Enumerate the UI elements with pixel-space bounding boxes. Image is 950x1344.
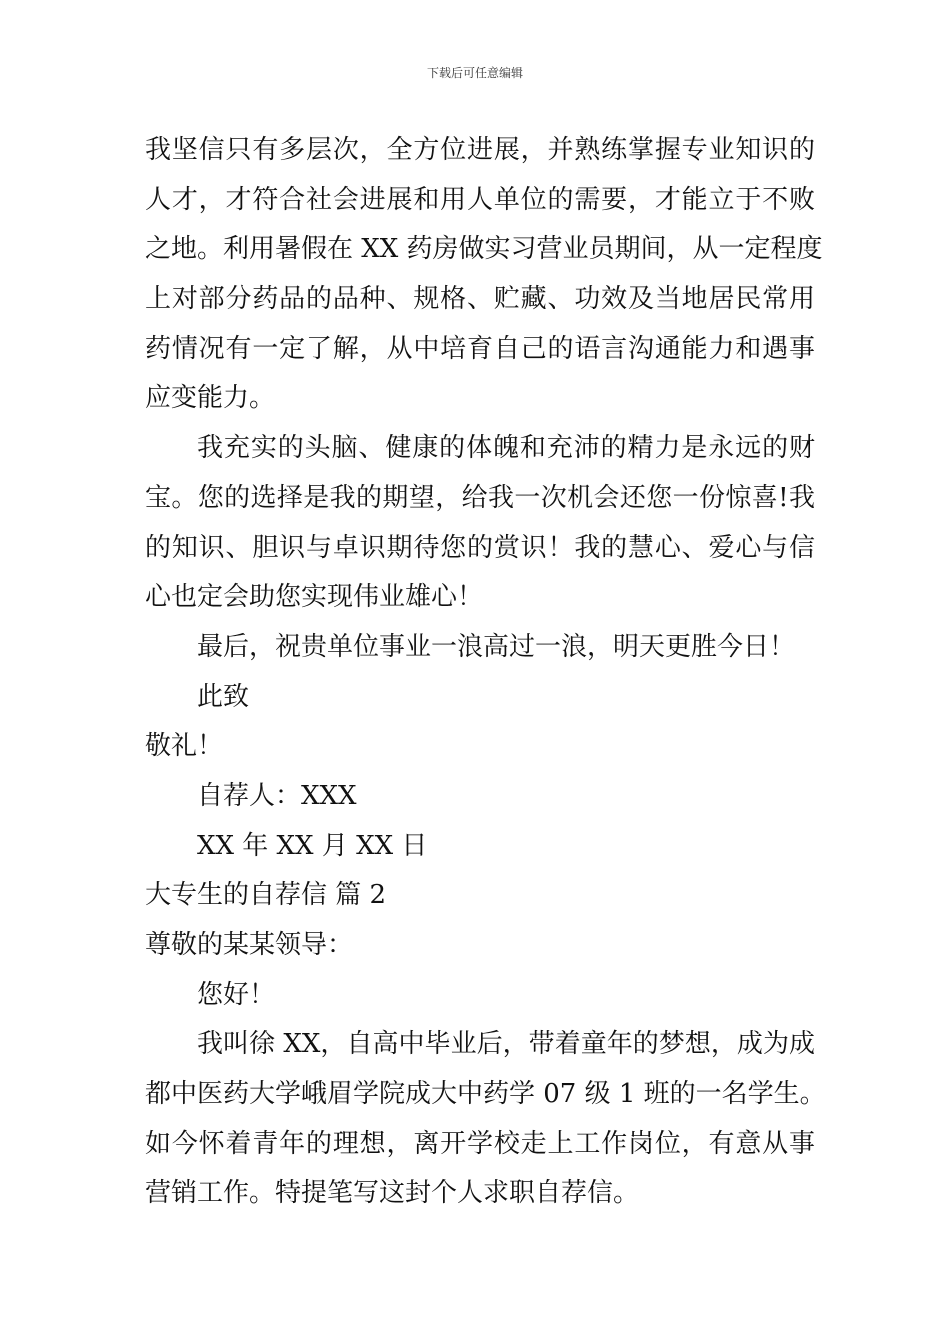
closing-wish: 最后，祝贵单位事业一浪高过一浪，明天更胜今日！ bbox=[197, 631, 796, 662]
text-line: 如今怀着青年的理想，离开学校走上工作岗位，有意从事 bbox=[145, 1128, 815, 1159]
text-line: 都中医药大学峨眉学院成大中药学 07 级 1 班的一名学生。 bbox=[145, 1079, 826, 1110]
text-line: 之地。利用暑假在 XX 药房做实习营业员期间，从一定程度 bbox=[145, 234, 823, 265]
salutation-cizhi: 此致 bbox=[197, 681, 250, 712]
salutation-jingli: 敬礼！ bbox=[145, 731, 224, 762]
text-line: 人才，才符合社会进展和用人单位的需要，才能立于不败 bbox=[145, 184, 815, 215]
date-line: XX 年 XX 月 XX 日 bbox=[197, 830, 428, 861]
text-line: 我叫徐 XX，自高中毕业后，带着童年的梦想，成为成 bbox=[197, 1029, 815, 1060]
text-line: 上对部分药品的品种、规格、贮藏、功效及当地居民常用 bbox=[145, 284, 815, 315]
text-line: 心也定会助您实现伟业雄心！ bbox=[145, 582, 484, 613]
letter-body bbox=[145, 126, 826, 1219]
page-header-note: 下载后可任意编辑 bbox=[426, 66, 523, 80]
letter-hello: 您好！ bbox=[197, 979, 276, 1010]
text-line: 药情况有一定了解，从中培育自己的语言沟通能力和遇事 bbox=[145, 333, 815, 364]
letter-greeting: 尊敬的某某领导： bbox=[145, 930, 354, 960]
section-heading: 大专生的自荐信 篇 2 bbox=[145, 880, 387, 911]
signature-line: 自荐人：XXX bbox=[197, 780, 357, 811]
text-line: 应变能力。 bbox=[145, 383, 276, 414]
text-line: 宝。您的选择是我的期望，给我一次机会还您一份惊喜!我 bbox=[145, 482, 815, 513]
text-line: 的知识、胆识与卓识期待您的赏识！我的慧心、爱心与信 bbox=[145, 532, 815, 563]
text-line: 我充实的头脑、健康的体魄和充沛的精力是永远的财 bbox=[197, 433, 815, 464]
text-line: 我坚信只有多层次，全方位进展，并熟练掌握专业知识的 bbox=[145, 135, 815, 165]
text-line: 营销工作。特提笔写这封个人求职自荐信。 bbox=[145, 1178, 640, 1209]
